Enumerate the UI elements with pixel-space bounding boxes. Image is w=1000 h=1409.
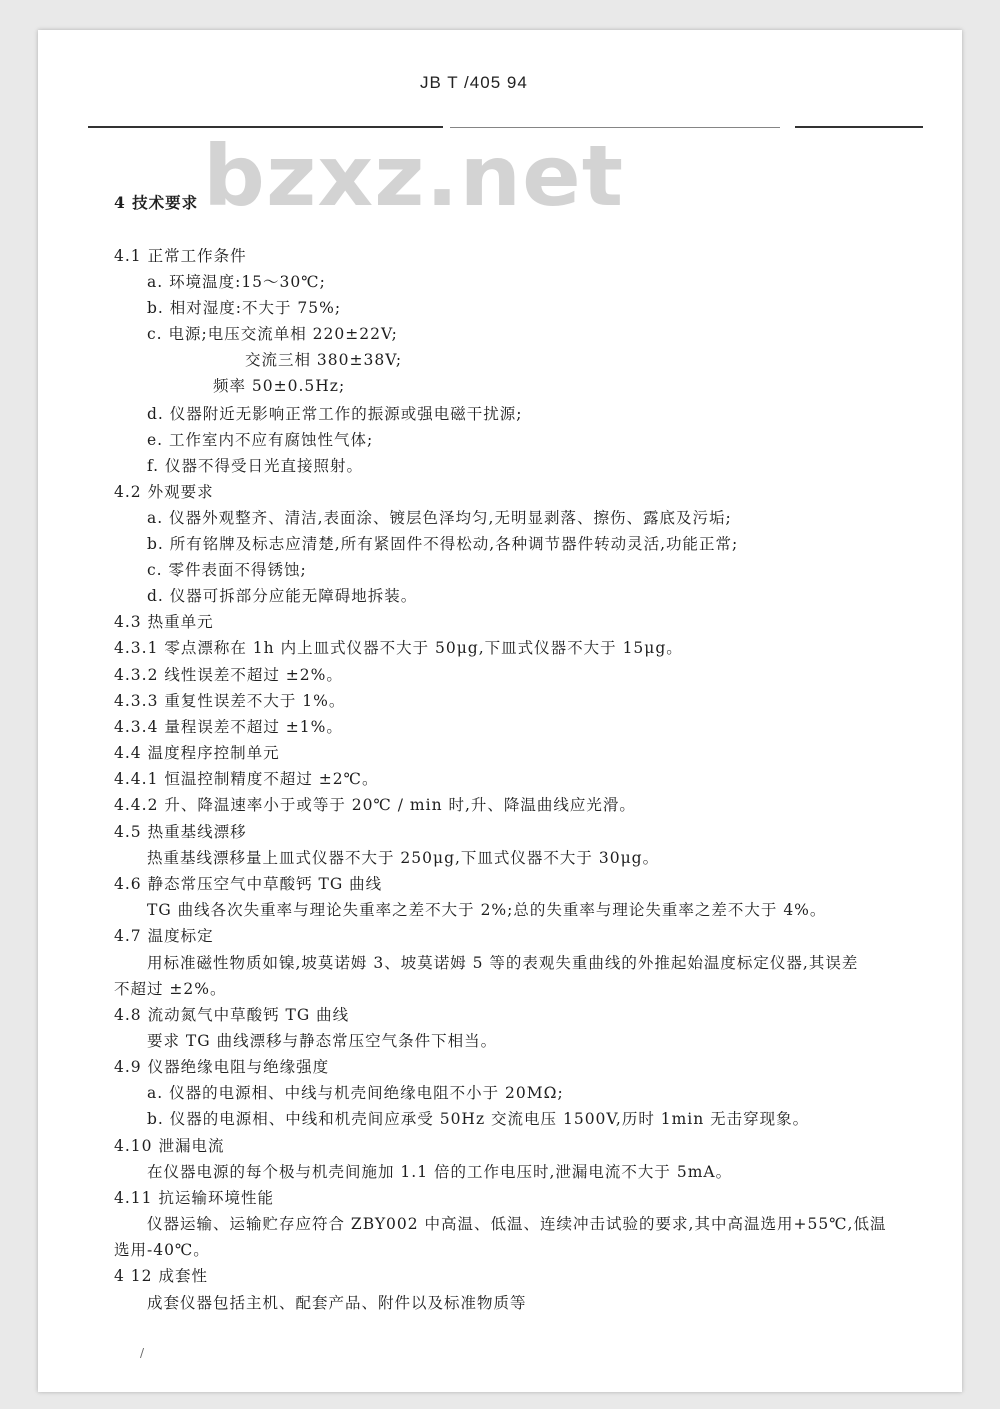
clause-item: 4.4.2 升、降温速率小于或等于 20℃ / min 时,升、降温曲线应光滑。 bbox=[114, 796, 636, 814]
clause-item: 交流三相 380±38V; bbox=[245, 351, 403, 369]
clause-heading: 4.10 泄漏电流 bbox=[114, 1137, 225, 1155]
clause-body: 热重基线漂移量上皿式仪器不大于 250μg,下皿式仪器不大于 30μg。 bbox=[147, 849, 660, 867]
clause-body: 成套仪器包括主机、配套产品、附件以及标准物质等 bbox=[147, 1294, 527, 1312]
clause-item: b. 所有铭牌及标志应清楚,所有紧固件不得松动,各种调节器件转动灵活,功能正常; bbox=[147, 535, 739, 553]
clause-heading: 4.3 热重单元 bbox=[114, 613, 214, 631]
clause-heading: 4.11 抗运输环境性能 bbox=[114, 1189, 274, 1207]
clause-item: c. 零件表面不得锈蚀; bbox=[147, 561, 307, 579]
scan-mark: / bbox=[140, 1346, 145, 1360]
clause-item: 频率 50±0.5Hz; bbox=[213, 377, 346, 395]
header-rule-right bbox=[795, 126, 923, 128]
clause-item: a. 环境温度:15～30℃; bbox=[147, 273, 326, 291]
clause-heading: 4.2 外观要求 bbox=[114, 483, 214, 501]
clause-heading: 4.1 正常工作条件 bbox=[114, 247, 247, 265]
clause-item: 4.3.4 量程误差不超过 ±1%。 bbox=[114, 718, 343, 736]
clause-body: 在仪器电源的每个极与机壳间施加 1.1 倍的工作电压时,泄漏电流不大于 5mA。 bbox=[147, 1163, 733, 1181]
clause-item: d. 仪器附近无影响正常工作的振源或强电磁干扰源; bbox=[147, 405, 523, 423]
clause-item: a. 仪器外观整齐、清洁,表面涂、镀层色泽均匀,无明显剥落、擦伤、露底及污垢; bbox=[147, 509, 732, 527]
clause-body: 要求 TG 曲线漂移与静态常压空气条件下相当。 bbox=[147, 1032, 498, 1050]
clause-body: 仪器运输、运输贮存应符合 ZBY002 中高温、低温、连续冲击试验的要求,其中高温选用+55℃,低温 bbox=[147, 1215, 887, 1233]
clause-body: 选用-40℃。 bbox=[114, 1241, 210, 1259]
clause-item: b. 相对湿度:不大于 75%; bbox=[147, 299, 342, 317]
clause-heading: 4.4 温度程序控制单元 bbox=[114, 744, 280, 762]
clause-item: 4.3.1 零点漂称在 1h 内上皿式仪器不大于 50μg,下皿式仪器不大于 15μg。 bbox=[114, 639, 683, 657]
clause-item: b. 仪器的电源相、中线和机壳间应承受 50Hz 交流电压 1500V,历时 1min 无击穿现象。 bbox=[147, 1110, 810, 1128]
clause-item: f. 仪器不得受日光直接照射。 bbox=[147, 457, 364, 475]
watermark: bzxz.net bbox=[203, 127, 625, 225]
clause-body: 用标准磁性物质如镍,坡莫诺姆 3、坡莫诺姆 5 等的表观失重曲线的外推起始温度标定仪器,其误差 bbox=[147, 954, 859, 972]
clause-item: c. 电源;电压交流单相 220±22V; bbox=[147, 325, 398, 343]
clause-item: d. 仪器可拆部分应能无障碍地拆装。 bbox=[147, 587, 418, 605]
clause-body: 不超过 ±2%。 bbox=[114, 980, 227, 998]
clause-item: 4.3.2 线性误差不超过 ±2%。 bbox=[114, 666, 343, 684]
clause-heading: 4.6 静态常压空气中草酸钙 TG 曲线 bbox=[114, 875, 383, 893]
clause-heading: 4.5 热重基线漂移 bbox=[114, 823, 247, 841]
document-code-header: JB T /405 94 bbox=[420, 73, 528, 92]
section-heading: 4 技术要求 bbox=[114, 193, 199, 212]
clause-item: a. 仪器的电源相、中线与机壳间绝缘电阻不小于 20MΩ; bbox=[147, 1084, 564, 1102]
clause-heading: 4.9 仪器绝缘电阻与绝缘强度 bbox=[114, 1058, 330, 1076]
clause-item: e. 工作室内不应有腐蚀性气体; bbox=[147, 431, 374, 449]
clause-heading: 4.7 温度标定 bbox=[114, 927, 214, 945]
clause-item: 4.4.1 恒温控制精度不超过 ±2℃。 bbox=[114, 770, 379, 788]
clause-body: TG 曲线各次失重率与理论失重率之差不大于 2%;总的失重率与理论失重率之差不大于 4%。 bbox=[147, 901, 827, 919]
clause-heading: 4.8 流动氮气中草酸钙 TG 曲线 bbox=[114, 1006, 350, 1024]
clause-heading: 4 12 成套性 bbox=[114, 1267, 208, 1285]
clause-item: 4.3.3 重复性误差不大于 1%。 bbox=[114, 692, 346, 710]
